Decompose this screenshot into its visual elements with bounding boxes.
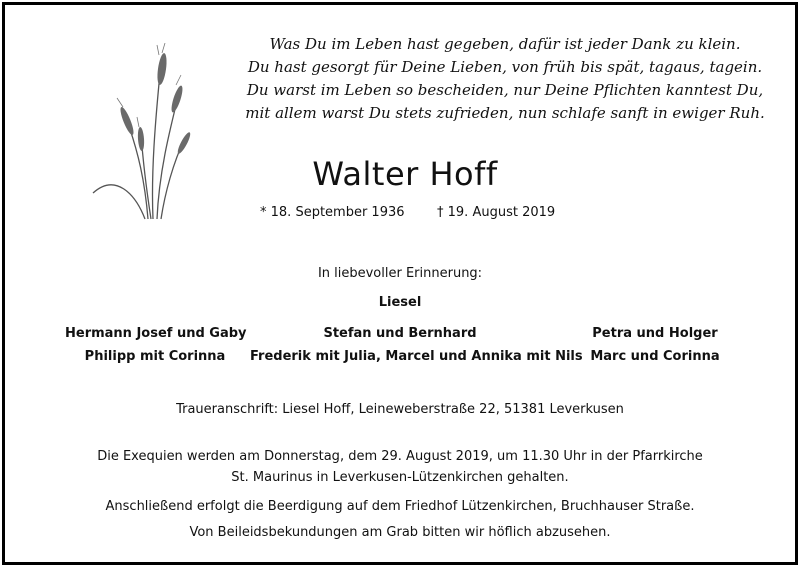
spouse-name: Liesel <box>378 295 422 310</box>
poem-line: Was Du im Leben hast gegeben, dafür ist jeder Dank zu klein. <box>269 35 741 53</box>
obituary-card <box>2 2 798 565</box>
birth-date: * 18. September 1936 <box>260 205 405 220</box>
poem-line: Du hast gesorgt für Deine Lieben, von früh bis spät, tagaus, tagein. <box>247 58 763 76</box>
mourners-right <box>580 322 730 368</box>
memorial-intro: In liebevoller Erinnerung: <box>317 266 483 281</box>
mourner-line: Petra und Holger <box>592 326 718 341</box>
wheat-icon <box>85 43 195 221</box>
mourning-address: Traueranschrift: Liesel Hoff, Leineweberstraße 22, 51381 Leverkusen <box>176 402 624 417</box>
deceased-name: Walter Hoff <box>312 155 498 193</box>
mourners-left <box>65 322 245 368</box>
mourner-line: Philipp mit Corinna <box>84 349 226 364</box>
poem-line: mit allem warst Du stets zufrieden, nun schlafe sanft in ewiger Ruh. <box>245 104 765 122</box>
poem-line: Du warst im Leben so bescheiden, nur Deine Pflichten kanntest Du, <box>246 81 764 99</box>
mourner-line: Hermann Josef und Gaby <box>65 326 247 341</box>
poem <box>230 33 780 125</box>
service-line: Die Exequien werden am Donnerstag, dem 29. August 2019, um 11.30 Uhr in der Pfarrkirche <box>97 449 703 464</box>
mourner-line: Frederik mit Julia, Marcel und Annika mit Nils <box>250 349 583 364</box>
mourner-line: Marc und Corinna <box>590 349 720 364</box>
mourner-line: Stefan und Bernhard <box>323 326 477 341</box>
death-date: † 19. August 2019 <box>437 205 556 220</box>
mourners-middle <box>250 322 583 368</box>
service-line: St. Maurinus in Leverkusen-Lützenkirchen gehalten. <box>231 470 569 485</box>
service-info <box>5 446 795 488</box>
condolence-note: Von Beileidsbekundungen am Grab bitten wir höflich abzusehen. <box>189 525 611 540</box>
burial-info: Anschließend erfolgt die Beerdigung auf dem Friedhof Lützenkirchen, Bruchhauser Straße. <box>105 499 695 514</box>
